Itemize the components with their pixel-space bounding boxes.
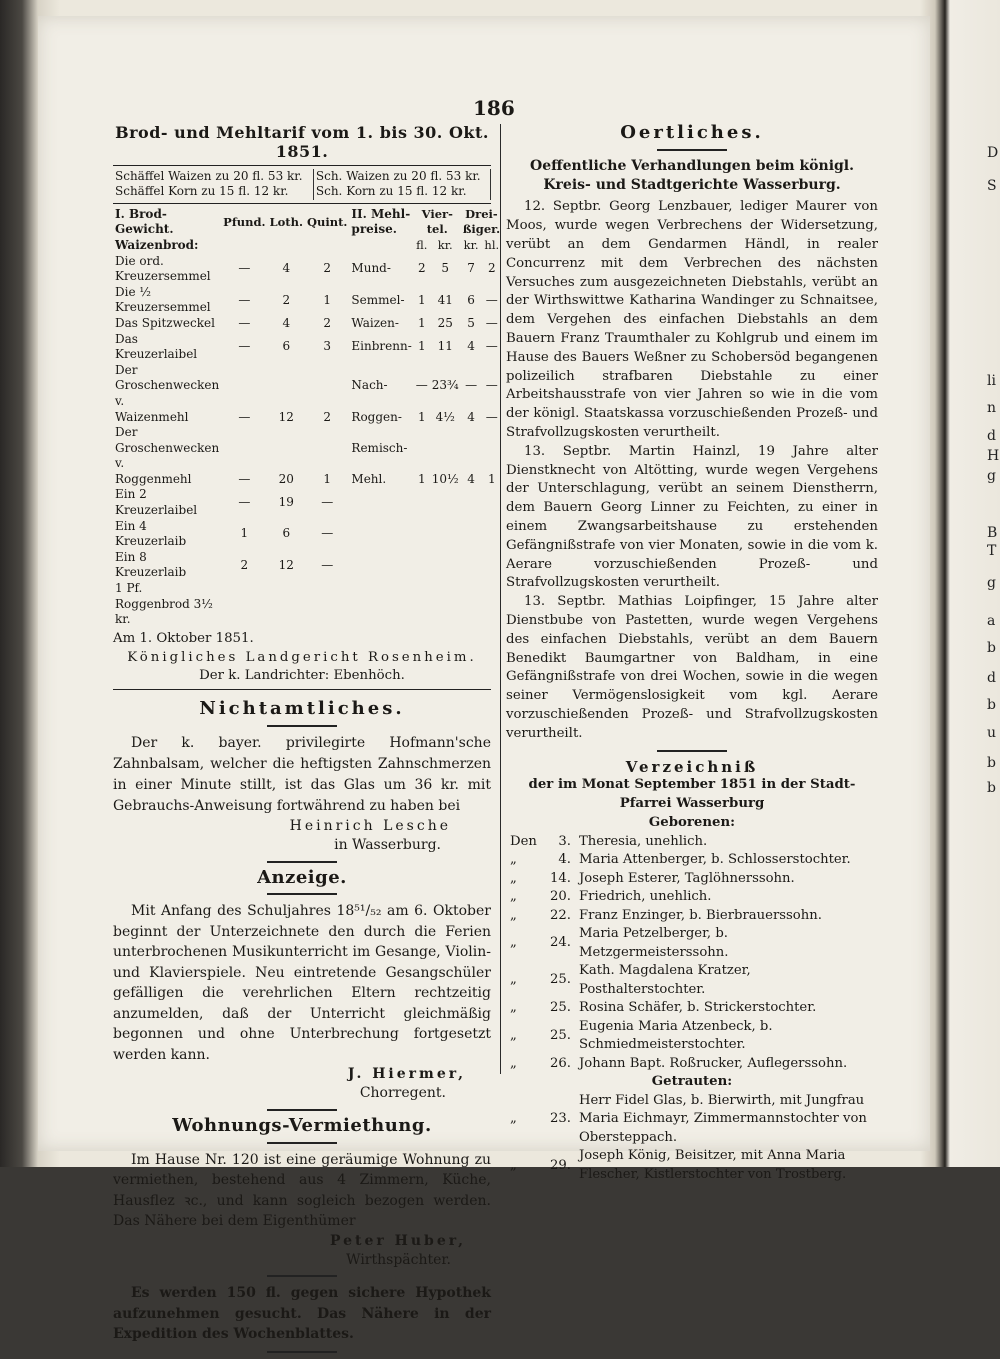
table-cell-item: Das Kreuzerlaibel <box>115 331 198 362</box>
table-cell-kr2 <box>461 425 482 472</box>
table-cell-hl: — <box>485 292 498 307</box>
list-item <box>506 1092 878 1148</box>
table-cell-mehl: Waizen- <box>351 315 399 330</box>
list-cell-text: Joseph Esterer, Taglöhnerssohn. <box>578 870 795 886</box>
table-cell-hl: — <box>485 409 498 424</box>
table-cell-mehl: Mehl. <box>351 471 387 486</box>
list-cell-text: Herr Fidel Glas, b. Bierwirth, mit Jungfrau Maria Eichmayr, Zimmermannstochter von Obersteppach. <box>578 1092 867 1145</box>
table-cell-p <box>221 425 267 472</box>
table-cell-p: — <box>238 315 251 330</box>
list-cell-day: 25. <box>550 1027 571 1043</box>
unit-row <box>113 238 502 254</box>
brod-table <box>113 207 502 628</box>
edge-letter: u <box>987 725 997 741</box>
table-cell-kr2: 4 <box>467 471 475 486</box>
short-rule <box>267 1109 337 1111</box>
anzeige-title: Anzeige. <box>257 866 347 888</box>
table-cell-kr2 <box>461 581 482 628</box>
list-item <box>506 1147 878 1184</box>
list-cell-day: 29. <box>550 1157 571 1173</box>
table-cell-kr: 41 <box>437 292 453 307</box>
table-row <box>113 332 502 363</box>
table-cell-kr: 25 <box>437 315 453 330</box>
section-label: Waizenbrod: <box>115 237 199 252</box>
table-cell-q: 1 <box>323 292 332 307</box>
table-cell-fl <box>414 425 430 472</box>
price-cell: Schäffel Waizen zu 20 fl. 53 kr. <box>113 169 313 185</box>
brod-rows <box>113 254 502 628</box>
list-cell-pre: „ <box>510 1055 517 1071</box>
column-divider <box>500 124 501 1074</box>
table-cell-mehl: Roggen- <box>351 409 402 424</box>
table-cell-q: — <box>321 526 334 541</box>
table-head-row <box>113 207 502 238</box>
table-cell-mehl <box>349 550 413 581</box>
table-cell-kr2 <box>461 550 482 581</box>
unit-fl: fl. <box>416 237 428 252</box>
table-cell-hl: — <box>485 315 498 330</box>
short-rule <box>267 1275 337 1277</box>
table-cell-l: 4 <box>282 261 291 276</box>
table-row <box>113 581 502 628</box>
head-loth: Loth. <box>269 214 303 229</box>
table-cell-mehl: Mund- <box>351 261 391 276</box>
list-cell-text: Maria Petzelberger, b. Metzgermeisterssohn. <box>578 926 729 960</box>
births-list <box>506 833 878 1074</box>
wohnung-text: Im Hause Nr. 120 ist eine geräumige Wohnung zu vermiethen, bestehend aus 4 Zimmern, Küche, Hausflez ꝛc., und kann sogleich bezogen werden. Das Nähere bei dem Eigenthümer <box>113 1151 491 1230</box>
table-cell-hl: 1 <box>487 471 496 486</box>
table-cell-q: 3 <box>323 339 332 354</box>
unit-hl: hl. <box>484 237 500 252</box>
table-row <box>113 410 502 426</box>
list-cell-text: Maria Attenberger, b. Schlosserstochter. <box>578 852 851 868</box>
list-item <box>506 962 878 999</box>
table-cell-l: 6 <box>282 526 291 541</box>
head-quint: Quint. <box>306 214 348 229</box>
table-cell-kr: 10½ <box>431 471 459 486</box>
table-cell-l: 2 <box>282 292 291 307</box>
list-cell-text: Kath. Magdalena Kratzer, Posthalterstochter. <box>578 963 751 997</box>
table-cell-fl: 2 <box>417 261 426 276</box>
edge-letter: T <box>987 543 997 559</box>
rule <box>113 203 491 204</box>
page-number: 186 <box>473 96 515 120</box>
table-cell-fl <box>414 550 430 581</box>
table-cell-item: Der Groschenwecken v. <box>115 362 220 408</box>
list-cell-text: Franz Enzinger, b. Bierbrauerssohn. <box>578 907 822 923</box>
list-cell-pre: Den <box>510 833 537 849</box>
anzeige-role: Chorregent. <box>359 1085 446 1102</box>
births-rows <box>506 833 878 1074</box>
list-item <box>506 907 878 926</box>
table-cell-kr2: 4 <box>467 409 475 424</box>
edge-letter: g <box>987 468 996 484</box>
list-cell-pre: „ <box>510 1000 517 1016</box>
table-cell-fl <box>414 487 430 518</box>
table-cell-kr: 4½ <box>435 409 455 424</box>
table-cell-fl: 1 <box>417 292 426 307</box>
table-cell-mehl: Remisch- <box>351 440 408 455</box>
price-row <box>113 169 491 185</box>
price-cell: Schäffel Korn zu 15 fl. 12 kr. <box>113 184 313 200</box>
table-cell-kr2: 7 <box>467 261 475 276</box>
edge-letter: b <box>987 780 996 796</box>
table-cell-l: 19 <box>278 495 294 510</box>
table-cell-kr <box>430 425 461 472</box>
table-cell-kr <box>430 519 461 550</box>
head-pfund: Pfund. <box>223 214 266 229</box>
tariff-title: Brod- und Mehltarif vom 1. bis 30. Okt. 1851. <box>115 123 489 161</box>
edge-letter: n <box>987 400 997 416</box>
list-cell-day: 24. <box>550 935 571 951</box>
table-cell-fl <box>414 581 430 628</box>
table-cell-l <box>268 363 305 410</box>
marriages-list <box>506 1092 878 1185</box>
list-item <box>506 1055 878 1074</box>
table-cell-p: — <box>238 339 251 354</box>
edge-letter: b <box>987 640 996 656</box>
edge-letter: H <box>987 448 1000 464</box>
rule <box>113 165 491 166</box>
list-cell-day: 25. <box>550 972 571 988</box>
table-cell-p: 2 <box>240 557 249 572</box>
list-cell-pre: „ <box>510 935 517 951</box>
marriages-rows <box>506 1092 878 1185</box>
table-cell-p: — <box>238 495 251 510</box>
table-cell-q: 2 <box>323 315 332 330</box>
table-cell-p: — <box>238 261 251 276</box>
list-item <box>506 833 878 852</box>
list-cell-text: Theresia, unehlich. <box>578 833 708 849</box>
table-cell-fl <box>414 519 430 550</box>
table-cell-kr: 23¾ <box>431 378 459 393</box>
hypothek-text: Es werden 150 fl. gegen sichere Hypothek aufzunehmen gesucht. Das Nähere in der Expedition des Wochenblattes. <box>113 1285 491 1343</box>
price-row <box>113 184 491 200</box>
unit-kr2: kr. <box>463 237 479 252</box>
edge-letter: a <box>987 613 996 629</box>
table-cell-p: — <box>238 292 251 307</box>
table-cell-q: 2 <box>323 261 332 276</box>
list-cell-pre: „ <box>510 907 517 923</box>
table-cell-p: 1 <box>240 526 249 541</box>
list-cell-day: 20. <box>550 889 571 905</box>
nicht-signature: Heinrich Lesche <box>289 818 451 834</box>
table-cell-item: Das Spitzweckel <box>115 315 215 330</box>
head-brod: I. Brod-Gewicht. <box>115 206 174 237</box>
geborenen-label: Geborenen: <box>648 814 736 830</box>
list-cell-pre: „ <box>510 1027 517 1043</box>
table-row <box>113 487 502 518</box>
table-cell-l <box>268 581 305 628</box>
table-cell-item: Roggenmehl <box>115 471 192 486</box>
table-cell-l: 20 <box>278 471 294 486</box>
list-cell-text: Joseph König, Beisitzer, mit Anna Maria Flescher, Kistlerstochter von Trostberg. <box>578 1148 847 1182</box>
case-3: 13. Septbr. Mathias Loipfinger, 15 Jahre alter Dienstbube von Pastetten, wurde wegen Vergehens des einfachen Diebstahls, verübt an dem Bauern Benedikt Baumgartner von Baldham, in eine Gefängnißstrafe von drei Wochen, sowie in die wegen seiner Vermögenslosigkeit vom kgl. Aerare vorzuschießenden Prozeß- und Strafvollzugskosten verurtheilt. <box>506 594 878 741</box>
list-item <box>506 870 878 889</box>
table-cell-kr <box>430 581 461 628</box>
short-rule <box>267 1351 337 1353</box>
table-cell-kr <box>430 550 461 581</box>
price-table <box>113 169 491 200</box>
list-cell-pre: „ <box>510 870 517 886</box>
table-row <box>113 285 502 316</box>
list-cell-day: 25. <box>550 1000 571 1016</box>
empty-cell <box>349 238 413 254</box>
wohnung-title: Wohnungs-Vermiethung. <box>172 1114 432 1136</box>
court-line: Königliches Landgericht Rosenheim. <box>127 649 477 665</box>
table-cell-mehl <box>349 519 413 550</box>
list-cell-text: Eugenia Maria Atzenbeck, b. Schmiedmeisterstochter. <box>578 1018 773 1053</box>
edge-letter: b <box>987 697 996 713</box>
list-cell-text: Johann Bapt. Roßrucker, Auflegerssohn. <box>578 1055 848 1071</box>
table-cell-hl: — <box>485 378 498 393</box>
table-cell-p: — <box>238 409 251 424</box>
table-cell-item: Waizenmehl <box>115 409 189 424</box>
table-cell-l <box>268 425 305 472</box>
rule <box>113 689 491 690</box>
table-cell-mehl <box>349 581 413 628</box>
left-column <box>113 123 501 1359</box>
table-cell-q: — <box>321 495 334 510</box>
table-cell-item: Ein 2 Kreuzerlaibel <box>115 487 198 518</box>
price-cell: Sch. Korn zu 15 fl. 12 kr. <box>313 184 490 200</box>
anzeige-text: Mit Anfang des Schuljahres 18⁵¹/₅₂ am 6. Oktober beginnt der Unterzeichnete den durch die Ferien unterbrochenen Musikunterricht im Gesange, Violin- und Klavierspiele. Neu eintretende Gesangschüler gefälligen die verehrlichen Eltern rechtzeitig anzumelden, daß der Unterricht gleichmäßig begonnen und ohne Unterbrechung fortgesetzt werden kann. <box>113 903 491 1063</box>
table-cell-fl: 1 <box>417 409 426 424</box>
table-cell-item: Die ½ Kreuzersemmel <box>115 284 211 315</box>
wohnung-role: Wirthspächter. <box>346 1251 451 1268</box>
nicht-place: in Wasserburg. <box>334 836 441 853</box>
table-row <box>113 472 502 488</box>
table-cell-item: Die ord. Kreuzersemmel <box>115 253 211 284</box>
list-cell-day: 23. <box>550 1111 571 1127</box>
edge-letter: li <box>987 373 996 389</box>
table-cell-mehl: Nach- <box>351 378 388 393</box>
list-cell-pre: „ <box>510 889 517 905</box>
nichtamtliches-title: Nichtamtliches. <box>199 698 405 720</box>
list-cell-pre: „ <box>510 1157 517 1173</box>
list-cell-pre: „ <box>510 972 517 988</box>
table-cell-mehl: Einbrenn- <box>351 339 412 354</box>
edge-letter: S <box>987 178 997 194</box>
table-cell-item: 1 Pf. Roggenbrod 3½ kr. <box>115 581 213 627</box>
right-column <box>506 124 878 1184</box>
list-cell-day: 4. <box>558 852 571 868</box>
table-cell-kr2: — <box>465 378 478 393</box>
short-rule <box>267 893 337 895</box>
anzeige-signature: J. Hiermer, <box>347 1066 466 1083</box>
table-cell-l: 4 <box>282 315 291 330</box>
table-cell-kr <box>430 487 461 518</box>
edge-letter: d <box>987 428 996 444</box>
table-cell-q: 1 <box>323 471 332 486</box>
table-row <box>113 519 502 550</box>
date-line: Am 1. Oktober 1851. <box>113 630 254 646</box>
table-cell-kr2 <box>461 519 482 550</box>
table-cell-l: 6 <box>282 339 291 354</box>
table-row <box>113 425 502 472</box>
getrauten-label: Getrauten: <box>651 1074 733 1090</box>
list-item <box>506 851 878 870</box>
verhandlungen-title: Oeffentliche Verhandlungen beim königl. Kreis- und Stadtgerichte Wasserburg. <box>530 157 854 193</box>
table-row <box>113 363 502 410</box>
short-rule <box>267 1142 337 1144</box>
empty-cell <box>268 238 305 254</box>
table-cell-p <box>221 581 267 628</box>
table-cell-p <box>221 363 267 410</box>
edge-letter: b <box>987 755 996 771</box>
table-cell-kr2: 6 <box>467 292 475 307</box>
case-2: 13. Septbr. Martin Hainzl, 19 Jahre alter Dienstknecht von Altötting, wurde wegen Vergehens der Unterschlagung, verübt an seinem Dienstherrn, dem Bauern Georg Linner zu Feichten, zu einer in einem Zwangsarbeitshause zu erstehenden Gefängnißstrafe von vier Monaten, sowie in die vom k. Aerare vorzuschießenden Prozeß- und Strafvollzugskosten verurtheilt. <box>506 443 878 591</box>
table-cell-kr2: 4 <box>467 339 475 354</box>
list-item <box>506 888 878 907</box>
table-cell-l: 12 <box>278 557 294 572</box>
table-cell-item: Ein 4 Kreuzerlaib <box>115 518 187 549</box>
head-dreisiger: Drei-ßiger. <box>462 206 501 237</box>
table-cell-mehl: Semmel- <box>351 292 405 307</box>
list-cell-day: 14. <box>550 870 571 886</box>
table-cell-q: — <box>321 557 334 572</box>
judge-line: Der k. Landrichter: Ebenhöch. <box>199 668 405 684</box>
list-cell-day: 26. <box>550 1055 571 1071</box>
table-cell-item: Ein 8 Kreuzerlaib <box>115 549 187 580</box>
table-cell-q <box>305 581 349 628</box>
price-cell: Sch. Waizen zu 20 fl. 53 kr. <box>313 169 490 185</box>
table-cell-mehl <box>349 487 413 518</box>
table-cell-q <box>305 363 349 410</box>
short-rule <box>657 750 727 752</box>
table-cell-kr: 5 <box>441 261 450 276</box>
edge-letter: B <box>987 525 998 541</box>
table-cell-q: 2 <box>323 409 332 424</box>
table-cell-kr: 11 <box>437 339 453 354</box>
table-cell-fl: — <box>415 378 428 393</box>
table-cell-fl: 1 <box>417 315 426 330</box>
unit-kr: kr. <box>437 237 453 252</box>
list-cell-pre: „ <box>510 1111 517 1127</box>
list-cell-text: Rosina Schäfer, b. Strickerstochter. <box>578 1000 817 1016</box>
short-rule <box>267 725 337 727</box>
short-rule <box>267 861 337 863</box>
short-rule <box>657 149 727 151</box>
verzeichnis-subtitle: der im Monat September 1851 in der Stadt-Pfarrei Wasserburg <box>528 777 856 812</box>
head-mehl: II. Mehl-preise. <box>351 206 411 237</box>
table-cell-l: 12 <box>278 409 294 424</box>
list-cell-text: Friedrich, unehlich. <box>578 889 712 905</box>
table-row <box>113 550 502 581</box>
table-cell-fl: 1 <box>417 339 426 354</box>
table-cell-p: — <box>238 471 251 486</box>
table-cell-kr2 <box>461 487 482 518</box>
nicht-text: Der k. bayer. privilegirte Hofmann'sche Zahnbalsam, welcher die heftigsten Zahnschmerzen in einer Minute stillt, ist das Glas um 36 kr. mit Gebrauchs-Anweisung fortwährend zu haben bei <box>113 735 491 814</box>
oertliches-title: Oertliches. <box>620 122 764 143</box>
empty-cell <box>305 238 349 254</box>
table-cell-item: Der Groschenwecken v. <box>115 425 220 471</box>
table-cell-q <box>305 425 349 472</box>
table-row <box>113 316 502 332</box>
table-cell-fl: 1 <box>417 471 426 486</box>
table-cell-hl: — <box>485 339 498 354</box>
list-cell-day: 22. <box>550 907 571 923</box>
edge-letter: g <box>987 575 996 591</box>
head-viertel: Vier-tel. <box>421 206 453 237</box>
case-1: 12. Septbr. Georg Lenzbauer, lediger Maurer von Moos, wurde wegen Verbrechens der Widersetzung, verübt an dem Gendarmen Händl, in realer Concurrenz mit dem Verbrechen des nächsten Versuches zum ausgezeichneten Diebstahls, verübt an der Wirthswittwe Katharina Wandinger zu Schnaitsee, dem Vergehen des einfachen Diebstahls an dem Bauern Franz Traumthaler zu Kohlgrub und einem im Hause des Bauers Weßner zu Schobersöd begangenen polizeilich strafbaren Diebstahle zu einer Arbeitshausstrafe von vier Jahren so wie in die vom der königl. Staatskassa vorzuschießenden Prozeß- und Strafvollzugskosten verurtheilt. <box>506 199 878 440</box>
list-item <box>506 925 878 962</box>
list-item <box>506 1018 878 1055</box>
table-cell-hl: 2 <box>487 261 496 276</box>
list-cell-pre: „ <box>510 852 517 868</box>
empty-cell <box>221 238 267 254</box>
verzeichnis-title: Verzeichniß <box>625 757 759 776</box>
list-cell-day: 3. <box>558 833 571 849</box>
list-item <box>506 999 878 1018</box>
table-cell-kr2: 5 <box>467 315 475 330</box>
edge-letter: d <box>987 670 996 686</box>
wohnung-signature: Peter Huber, <box>329 1232 466 1249</box>
edge-letter: D <box>987 145 999 161</box>
table-row <box>113 254 502 285</box>
